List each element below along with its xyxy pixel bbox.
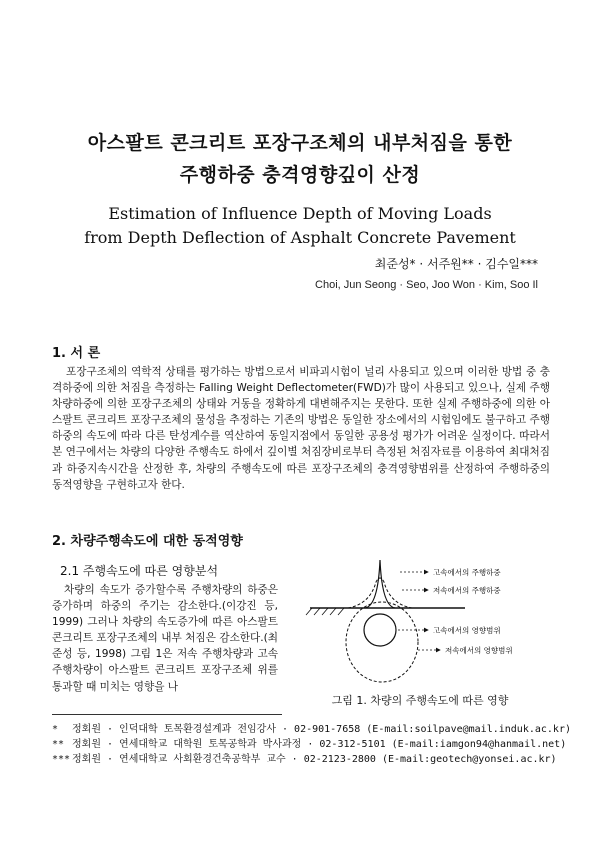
ground-hatch [306,608,344,615]
title-english-line1: Estimation of Influence Depth of Moving Loads [108,204,492,223]
footnote-text: 정회원 · 연세대학교 사회환경건축공학부 교수 · 02-2123-2800 (E-mail:geotech@yonsei.ac.kr) [72,754,557,765]
section2-paragraph: 차량의 속도가 증가할수록 주행차량의 하중은 증가하며 하중의 주기는 감소한다.(이강진 등, 1999) 그러나 차량의 속도증가에 따른 아스팔트 콘크리트 포장구조체의 내부 처짐은 감소한다.(최준성 등, 1998) 그림 1은 저속 주행차량과 고속 주행차량이 아스팔트 콘크리트 포장구조체 위를 통과할 때 미치는 영향을 나 [52,584,278,693]
footnote-divider [52,714,282,715]
figure-1-diagram [290,550,550,690]
high-speed-influence-circle [364,614,396,646]
authors-korean: 최준성* · 서주원** · 김수일*** [374,257,538,271]
footnote-mark: * [52,724,59,735]
footnote-mark: *** [52,754,71,765]
section2-heading: 2. 차량주행속도에 대한 동적영향 [52,534,243,549]
title-korean-line1: 아스팔트 콘크리트 포장구조체의 내부처짐을 통한 [87,132,513,154]
section1-body [52,364,550,493]
figure-1-caption: 그림 1. 차량의 주행속도에 따른 영향 [331,694,509,707]
footnote-3 [52,750,557,765]
authors-english: Choi, Jun Seong · Seo, Joo Won · Kim, Soo Il [315,279,538,291]
section2-subheading: 2.1 주행속도에 따른 영향분석 [60,564,219,578]
footnote-1 [52,720,571,735]
footnote-text: 정회원 · 연세대학교 대학원 토목공학과 박사과정 · 02-312-5101 (E-mail:iamgon94@hanmail.net) [72,739,567,750]
section2-body [52,582,278,695]
label-high-speed-range: 고속에서의 영향범위 [433,626,501,635]
high-speed-load-curve [365,560,395,608]
low-speed-load-curve [348,578,412,608]
label-low-speed-range: 저속에서의 영향범위 [445,646,513,655]
footnote-2 [52,735,567,750]
title-korean-line2: 주행하중 충격영향깊이 산정 [179,164,421,186]
footnote-mark: ** [52,739,65,750]
section1-heading: 1. 서 론 [52,346,101,361]
footnote-text: 정회원 · 인덕대학 토목환경설계과 전임강사 · 02-901-7658 (E-mail:soilpave@mail.induk.ac.kr) [72,724,571,735]
label-low-speed-load: 저속에서의 주행하중 [433,586,501,595]
title-english-line2: from Depth Deflection of Asphalt Concrete Pavement [84,228,516,247]
section1-paragraph: 포장구조체의 역학적 상태를 평가하는 방법으로서 비파괴시험이 널리 사용되고 있으며 이러한 방법 중 충격하중에 의한 처짐을 측정하는 Falling Weight Deflectometer(FWD)가 많이 사용되고 있으나, 실제 주행차량하중에 의한 포장구조체의 상태와 거동을 정확하게 대변해주지는 못한다. 또한 실제 주행하중에 의한 아스팔트 콘크리트 포장구조체의 물성을 추정하는 기존의 방법은 동일한 장소에서의 시험임에도 불구하고 주행하중의 속도에 따라 다른 탄성계수를 역산하여 동일지점에서 동일한 공용성 평가가 어려운 실정이다. 따라서 본 연구에서는 차량의 다양한 주행속도 하에서 깊이별 처짐장비로부터 측정된 처짐자료를 이용하여 최대처짐과 하중지속시간을 산정한 후, 차량의 주행속도에 따른 포장구조체의 충격영향범위를 산정하여 주행하중의 동적영향을 구현하고자 한다. [52,366,550,491]
label-high-speed-load: 고속에서의 주행하중 [433,568,501,577]
